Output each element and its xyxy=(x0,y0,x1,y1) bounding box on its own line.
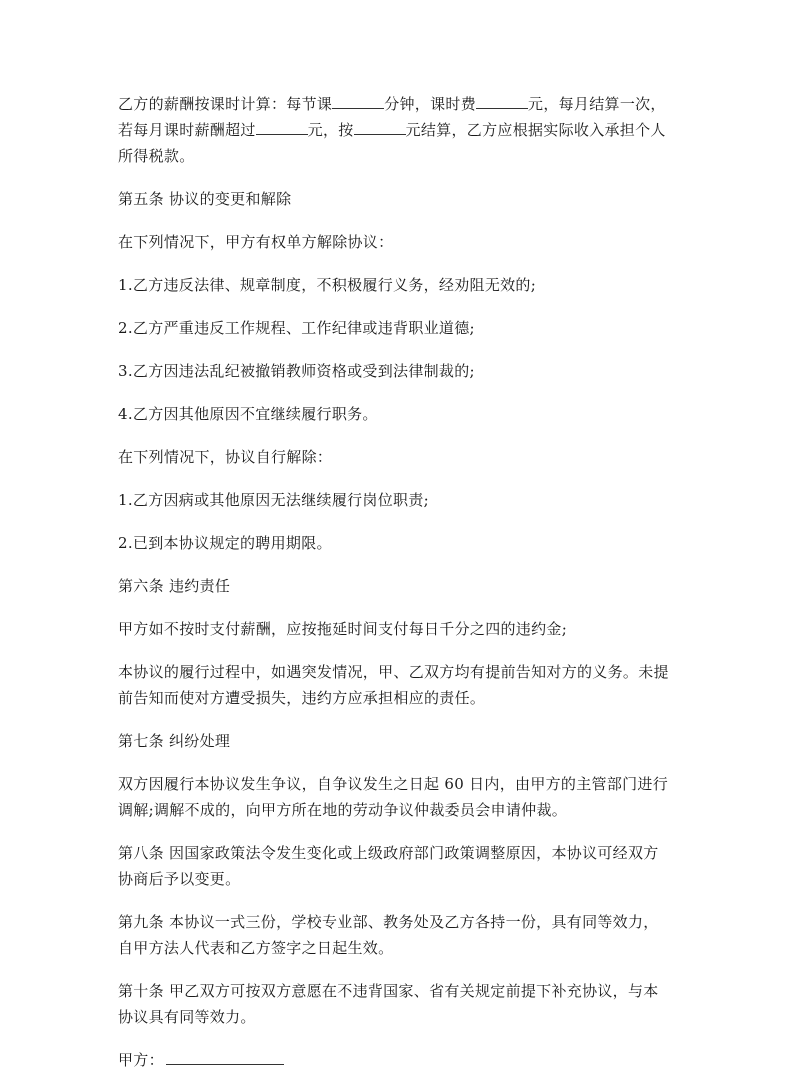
article-9-line-1: 第九条 本协议一式三份，学校专业部、教务处及乙方各持一份，具有同等效力， xyxy=(118,913,659,931)
minutes-blank xyxy=(332,92,384,109)
article-6-para-2-line-1: 本协议的履行过程中，如遇突发情况，甲、乙双方均有提前告知对方的义务。未提 xyxy=(118,663,669,681)
salary-clause xyxy=(118,91,684,169)
article-9 xyxy=(118,909,684,961)
article-9-line-2: 自甲方法人代表和乙方签字之日起生效。 xyxy=(118,939,394,957)
article-10-line-1: 第十条 甲乙双方可按双方意愿在不违背国家、省有关规定前提下补充协议，与本 xyxy=(118,982,659,1000)
salary-text-2: 分钟，课时费 xyxy=(384,95,477,113)
party-a-label: 甲方： xyxy=(118,1051,164,1069)
salary-text-5: 元，按 xyxy=(307,121,354,139)
list-item: 1.乙方违反法律、规章制度，不积极履行义务，经劝阻无效的; xyxy=(118,276,537,294)
salary-text-3: 元，每月结算一次， xyxy=(528,95,666,113)
article-6-para-1: 甲方如不按时支付薪酬，应按拖延时间支付每日千分之四的违约金; xyxy=(118,620,568,638)
article-6-para-2 xyxy=(118,659,684,711)
salary-text-4: 若每月课时薪酬超过 xyxy=(118,121,256,139)
article-5-intro-1: 在下列情况下，甲方有权单方解除协议： xyxy=(118,233,394,251)
salary-text-6: 元结算，乙方应根据实际收入承担个人 xyxy=(405,121,666,139)
list-item: 2.乙方严重违反工作规程、工作纪律或违背职业道德; xyxy=(118,319,475,337)
settlement-blank xyxy=(354,118,406,135)
article-7-para-line-2: 调解;调解不成的，向甲方所在地的劳动争议仲裁委员会申请仲裁。 xyxy=(118,801,568,819)
list-item: 3.乙方因违法乱纪被撤销教师资格或受到法律制裁的; xyxy=(118,362,475,380)
article-7-heading: 第七条 纠纷处理 xyxy=(118,732,231,750)
article-8-line-2: 协商后予以变更。 xyxy=(118,870,241,888)
salary-text-1: 乙方的薪酬按课时计算：每节课 xyxy=(118,95,333,113)
article-7-para-line-1: 双方因履行本协议发生争议，自争议发生之日起 60 日内，由甲方的主管部门进行 xyxy=(118,775,669,793)
list-item: 2.已到本协议规定的聘用期限。 xyxy=(118,534,332,552)
article-7-para xyxy=(118,771,684,823)
threshold-blank xyxy=(256,118,308,135)
article-6-heading: 第六条 违约责任 xyxy=(118,577,231,595)
list-item: 4.乙方因其他原因不宜继续履行职务。 xyxy=(118,405,378,423)
list-item: 1.乙方因病或其他原因无法继续履行岗位职责; xyxy=(118,491,429,509)
article-8 xyxy=(118,840,684,892)
article-10-line-2: 协议具有同等效力。 xyxy=(118,1008,256,1026)
article-5-heading: 第五条 协议的变更和解除 xyxy=(118,190,292,208)
hourly-fee-blank xyxy=(476,92,528,109)
document-page xyxy=(118,91,684,1090)
article-5-intro-2: 在下列情况下，协议自行解除： xyxy=(118,448,333,466)
article-6-para-2-line-2: 前告知而使对方遭受损失，违约方应承担相应的责任。 xyxy=(118,689,486,707)
article-10 xyxy=(118,978,684,1030)
party-a-signature xyxy=(118,1047,684,1073)
article-8-line-1: 第八条 因国家政策法令发生变化或上级政府部门政策调整原因，本协议可经双方 xyxy=(118,844,659,862)
party-a-signature-line xyxy=(166,1048,284,1065)
salary-text-7: 所得税款。 xyxy=(118,147,195,165)
